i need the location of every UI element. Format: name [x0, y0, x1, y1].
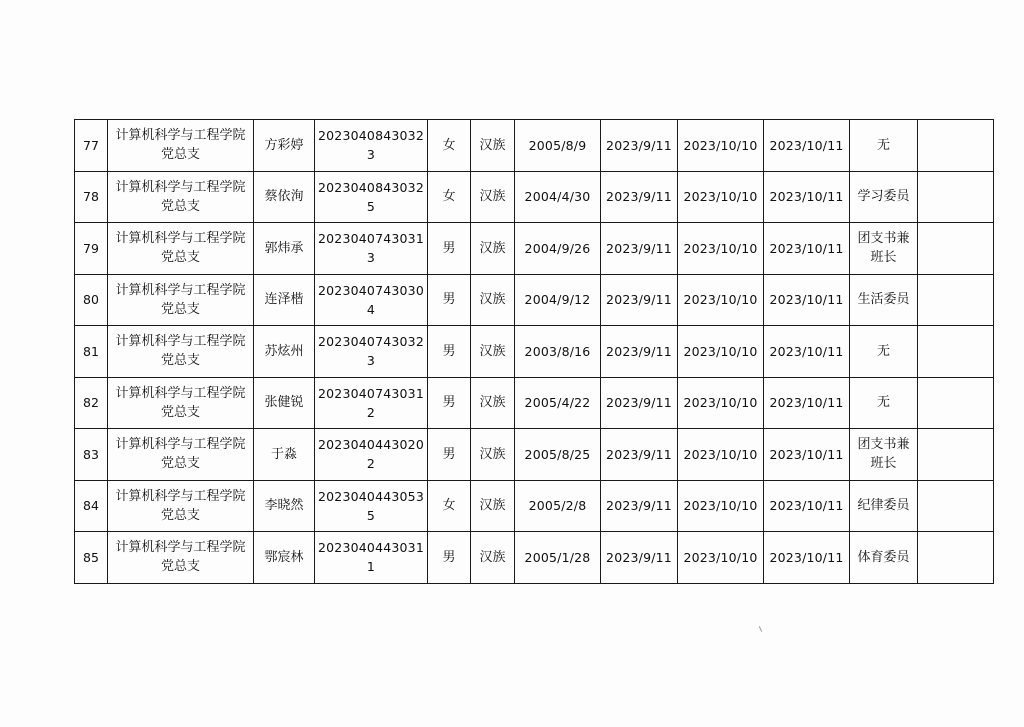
- application-date-cell: 2023/9/11: [601, 377, 678, 429]
- activist-date-cell: 2023/10/10: [678, 429, 764, 481]
- ethnicity-cell: 汉族: [471, 429, 515, 481]
- position-cell: 团支书兼班长: [850, 223, 918, 275]
- table-row: [75, 480, 994, 532]
- training-date-cell: 2023/10/11: [764, 480, 850, 532]
- birth-date-cell: 2004/9/12: [515, 274, 601, 326]
- birth-date-cell: 2005/1/28: [515, 532, 601, 584]
- name-cell: 鄂宸林: [254, 532, 315, 584]
- organization-cell: 计算机科学与工程学院党总支: [108, 480, 254, 532]
- gender-cell: 女: [428, 480, 471, 532]
- ethnicity-cell: 汉族: [471, 274, 515, 326]
- activist-date-cell: 2023/10/10: [678, 532, 764, 584]
- application-date-cell: 2023/9/11: [601, 223, 678, 275]
- organization-cell: 计算机科学与工程学院党总支: [108, 429, 254, 481]
- activist-date-cell: 2023/10/10: [678, 171, 764, 223]
- activist-date-cell: 2023/10/10: [678, 223, 764, 275]
- ethnicity-cell: 汉族: [471, 480, 515, 532]
- ethnicity-cell: 汉族: [471, 377, 515, 429]
- organization-cell: 计算机科学与工程学院党总支: [108, 223, 254, 275]
- birth-date-cell: 2004/9/26: [515, 223, 601, 275]
- training-date-cell: 2023/10/11: [764, 171, 850, 223]
- table-row: [75, 429, 994, 481]
- position-cell: 纪律委员: [850, 480, 918, 532]
- activist-date-cell: 2023/10/10: [678, 480, 764, 532]
- name-cell: 张健锐: [254, 377, 315, 429]
- ethnicity-cell: 汉族: [471, 171, 515, 223]
- student-id-cell: 20230408430325: [315, 171, 428, 223]
- organization-cell: 计算机科学与工程学院党总支: [108, 326, 254, 378]
- gender-cell: 男: [428, 377, 471, 429]
- student-id-cell: 20230408430323: [315, 120, 428, 172]
- birth-date-cell: 2005/4/22: [515, 377, 601, 429]
- training-date-cell: 2023/10/11: [764, 326, 850, 378]
- position-cell: 无: [850, 326, 918, 378]
- remarks-cell: [918, 480, 994, 532]
- birth-date-cell: 2004/4/30: [515, 171, 601, 223]
- remarks-cell: [918, 377, 994, 429]
- ethnicity-cell: 汉族: [471, 532, 515, 584]
- application-date-cell: 2023/9/11: [601, 274, 678, 326]
- remarks-cell: [918, 120, 994, 172]
- training-date-cell: 2023/10/11: [764, 532, 850, 584]
- birth-date-cell: 2005/8/9: [515, 120, 601, 172]
- table-row: [75, 171, 994, 223]
- scan-speck: [759, 626, 762, 632]
- training-date-cell: 2023/10/11: [764, 223, 850, 275]
- table-row: [75, 532, 994, 584]
- table-row: [75, 274, 994, 326]
- gender-cell: 男: [428, 223, 471, 275]
- row-number: 85: [75, 532, 108, 584]
- remarks-cell: [918, 171, 994, 223]
- table-row: [75, 223, 994, 275]
- position-cell: 体育委员: [850, 532, 918, 584]
- organization-cell: 计算机科学与工程学院党总支: [108, 274, 254, 326]
- name-cell: 李晓然: [254, 480, 315, 532]
- application-date-cell: 2023/9/11: [601, 429, 678, 481]
- name-cell: 郭炜承: [254, 223, 315, 275]
- position-cell: 无: [850, 120, 918, 172]
- row-number: 83: [75, 429, 108, 481]
- position-cell: 团支书兼班长: [850, 429, 918, 481]
- student-id-cell: 20230407430313: [315, 223, 428, 275]
- gender-cell: 男: [428, 532, 471, 584]
- row-number: 81: [75, 326, 108, 378]
- organization-cell: 计算机科学与工程学院党总支: [108, 377, 254, 429]
- member-roster-table: [74, 119, 994, 584]
- remarks-cell: [918, 532, 994, 584]
- activist-date-cell: 2023/10/10: [678, 274, 764, 326]
- student-id-cell: 20230407430304: [315, 274, 428, 326]
- birth-date-cell: 2005/8/25: [515, 429, 601, 481]
- application-date-cell: 2023/9/11: [601, 326, 678, 378]
- gender-cell: 男: [428, 429, 471, 481]
- training-date-cell: 2023/10/11: [764, 120, 850, 172]
- organization-cell: 计算机科学与工程学院党总支: [108, 171, 254, 223]
- gender-cell: 男: [428, 274, 471, 326]
- student-id-cell: 20230404430311: [315, 532, 428, 584]
- remarks-cell: [918, 223, 994, 275]
- organization-cell: 计算机科学与工程学院党总支: [108, 120, 254, 172]
- position-cell: 学习委员: [850, 171, 918, 223]
- ethnicity-cell: 汉族: [471, 326, 515, 378]
- name-cell: 连泽楷: [254, 274, 315, 326]
- birth-date-cell: 2005/2/8: [515, 480, 601, 532]
- training-date-cell: 2023/10/11: [764, 274, 850, 326]
- birth-date-cell: 2003/8/16: [515, 326, 601, 378]
- activist-date-cell: 2023/10/10: [678, 120, 764, 172]
- student-id-cell: 20230407430312: [315, 377, 428, 429]
- activist-date-cell: 2023/10/10: [678, 326, 764, 378]
- remarks-cell: [918, 326, 994, 378]
- position-cell: 生活委员: [850, 274, 918, 326]
- row-number: 77: [75, 120, 108, 172]
- name-cell: 苏炫州: [254, 326, 315, 378]
- table-row: [75, 377, 994, 429]
- row-number: 78: [75, 171, 108, 223]
- position-cell: 无: [850, 377, 918, 429]
- row-number: 80: [75, 274, 108, 326]
- table-row: [75, 120, 994, 172]
- ethnicity-cell: 汉族: [471, 120, 515, 172]
- table-row: [75, 326, 994, 378]
- activist-date-cell: 2023/10/10: [678, 377, 764, 429]
- organization-cell: 计算机科学与工程学院党总支: [108, 532, 254, 584]
- row-number: 82: [75, 377, 108, 429]
- gender-cell: 女: [428, 171, 471, 223]
- name-cell: 于淼: [254, 429, 315, 481]
- application-date-cell: 2023/9/11: [601, 532, 678, 584]
- gender-cell: 女: [428, 120, 471, 172]
- remarks-cell: [918, 429, 994, 481]
- training-date-cell: 2023/10/11: [764, 377, 850, 429]
- row-number: 79: [75, 223, 108, 275]
- application-date-cell: 2023/9/11: [601, 480, 678, 532]
- application-date-cell: 2023/9/11: [601, 171, 678, 223]
- name-cell: 蔡依洵: [254, 171, 315, 223]
- student-id-cell: 20230407430323: [315, 326, 428, 378]
- roster-body: [75, 120, 994, 584]
- name-cell: 方彩婷: [254, 120, 315, 172]
- student-id-cell: 20230404430202: [315, 429, 428, 481]
- ethnicity-cell: 汉族: [471, 223, 515, 275]
- gender-cell: 男: [428, 326, 471, 378]
- application-date-cell: 2023/9/11: [601, 120, 678, 172]
- training-date-cell: 2023/10/11: [764, 429, 850, 481]
- row-number: 84: [75, 480, 108, 532]
- remarks-cell: [918, 274, 994, 326]
- student-id-cell: 20230404430535: [315, 480, 428, 532]
